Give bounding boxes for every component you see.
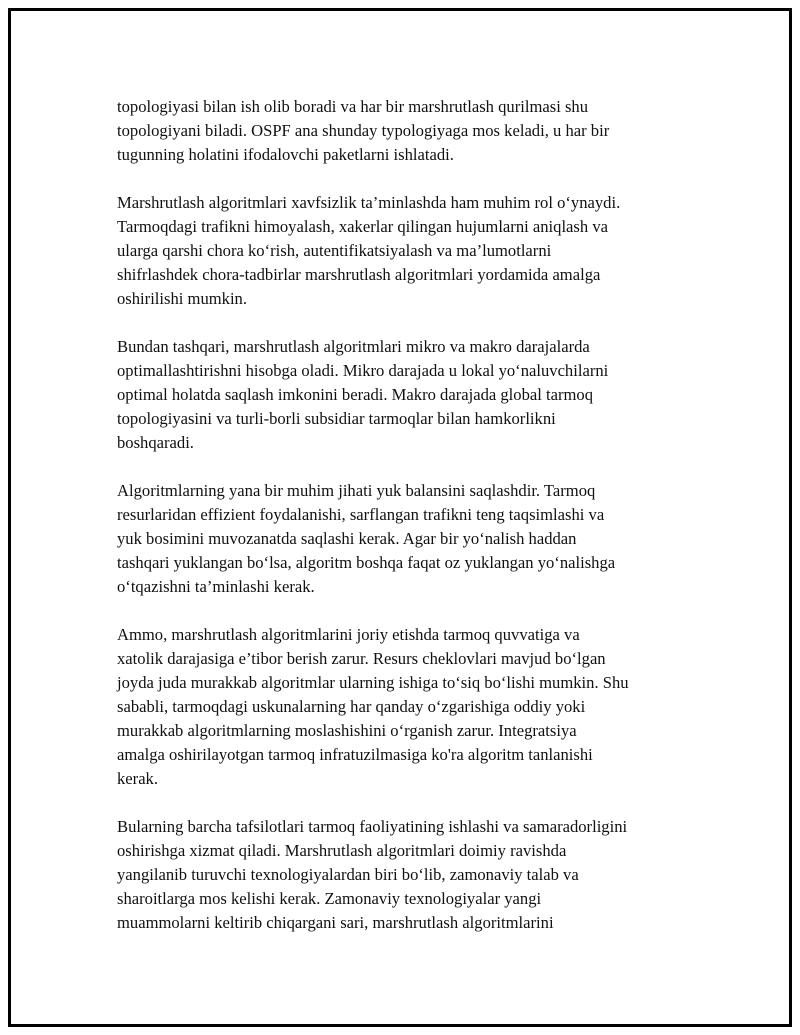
text-line: Ammo, marshrutlash algoritmlarini joriy etishda tarmoq quvvatiga va: [117, 625, 580, 644]
text-line: topologiyasi bilan ish olib boradi va har bir marshrutlash qurilmasi shu: [117, 97, 589, 116]
text-line: tugunning holatini ifodalovchi paketlarni ishlatadi.: [117, 145, 454, 164]
text-line: resurlaridan effizient foydalanishi, sarflangan trafikni teng taqsimlashi va: [117, 505, 605, 524]
text-line: murakkab algoritmlarning moslashishini o‘rganish zarur. Integratsiya: [117, 721, 577, 740]
paragraph: [117, 335, 707, 455]
text-line: tashqari yuklangan bo‘lsa, algoritm boshqa faqat oz yuklangan yo‘nalishga: [117, 553, 616, 572]
text-line: Bularning barcha tafsilotlari tarmoq faoliyatining ishlashi va samaradorligini: [117, 817, 628, 836]
text-line: muammolarni keltirib chiqargani sari, marshrutlash algoritmlarini: [117, 913, 554, 932]
text-line: o‘tqazishni ta’minlashi kerak.: [117, 577, 315, 596]
text-line: oshirishga xizmat qiladi. Marshrutlash algoritmlari doimiy ravishda: [117, 841, 567, 860]
text-line: shifrlashdek chora-tadbirlar marshrutlash algoritmlari yordamida amalga: [117, 265, 601, 284]
text-line: sababli, tarmoqdagi uskunalarning har qanday o‘zgarishiga oddiy yoki: [117, 697, 586, 716]
text-line: yuk bosimini muvozanatda saqlashi kerak. Agar bir yo‘nalish haddan: [117, 529, 577, 548]
text-line: Bundan tashqari, marshrutlash algoritmlari mikro va makro darajalarda: [117, 337, 590, 356]
text-line: Marshrutlash algoritmlari xavfsizlik ta’minlashda ham muhim rol o‘ynaydi.: [117, 193, 621, 212]
text-line: xatolik darajasiga e’tibor berish zarur. Resurs cheklovlari mavjud bo‘lgan: [117, 649, 606, 668]
text-line: Tarmoqdagi trafikni himoyalash, xakerlar qilingan hujumlarni aniqlash va: [117, 217, 608, 236]
paragraph: [117, 815, 707, 935]
text-line: yangilanib turuvchi texnologiyalardan biri bo‘lib, zamonaviy talab va: [117, 865, 579, 884]
paragraph: [117, 191, 707, 311]
text-line: ularga qarshi chora ko‘rish, autentifikatsiyalash va ma’lumotlarni: [117, 241, 552, 260]
paragraph: [117, 623, 707, 791]
text-line: optimal holatda saqlash imkonini beradi. Makro darajada global tarmoq: [117, 385, 594, 404]
text-line: amalga oshirilayotgan tarmoq infratuzilmasiga ko'ra algoritm tanlanishi: [117, 745, 593, 764]
text-line: topologiyasini va turli-borli subsidiar tarmoqlar bilan hamkorlikni: [117, 409, 556, 428]
text-line: Algoritmlarning yana bir muhim jihati yuk balansini saqlashdir. Tarmoq: [117, 481, 596, 500]
text-line: oshirilishi mumkin.: [117, 289, 247, 308]
text-line: optimallashtirishni hisobga oladi. Mikro darajada u lokal yo‘naluvchilarni: [117, 361, 609, 380]
text-line: topologiyani biladi. OSPF ana shunday typologiyaga mos keladi, u har bir: [117, 121, 610, 140]
text-line: sharoitlarga mos kelishi kerak. Zamonaviy texnologiyalar yangi: [117, 889, 542, 908]
text-line: boshqaradi.: [117, 433, 194, 452]
text-line: kerak.: [117, 769, 158, 788]
document-body: [117, 95, 707, 959]
paragraph: [117, 95, 707, 167]
text-line: joyda juda murakkab algoritmlar ularning ishiga to‘siq bo‘lishi mumkin. Shu: [117, 673, 629, 692]
paragraph: [117, 479, 707, 599]
